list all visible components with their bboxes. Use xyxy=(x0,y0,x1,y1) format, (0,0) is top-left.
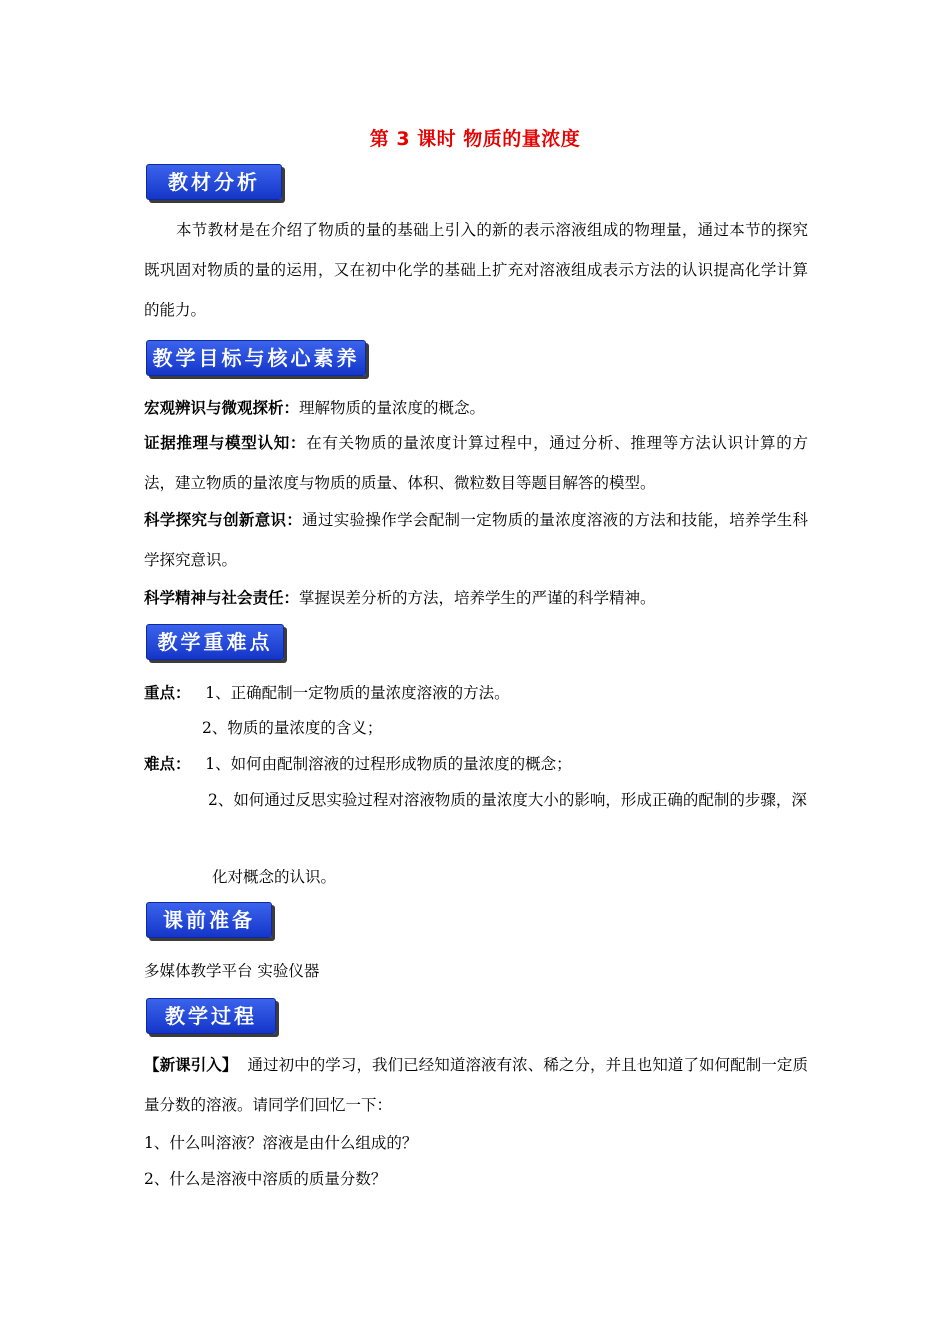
goal-item xyxy=(144,500,808,580)
key-point-label: 重点： xyxy=(144,684,191,702)
section-heading-key-points: 教学重难点 xyxy=(146,624,284,660)
key-point-text: 2、物质的量浓度的含义； xyxy=(202,719,383,737)
intro-label: 【新课引入】 xyxy=(144,1056,238,1074)
intro-paragraph xyxy=(144,1045,808,1125)
review-question: 2、什么是溶液中溶质的质量分数？ xyxy=(144,1170,387,1188)
section-heading-teaching-process: 教学过程 xyxy=(146,998,276,1034)
difficult-point-text: 化对概念的认识。 xyxy=(212,868,337,886)
goal-item xyxy=(144,423,808,503)
difficult-point-row xyxy=(144,753,572,775)
intro-text: 通过初中的学习，我们已经知道溶液有浓、稀之分，并且也知道了如何配制一定质量分数的溶液。请同学们回忆一下： xyxy=(144,1056,808,1114)
difficult-point-label: 难点： xyxy=(144,755,191,773)
analysis-paragraph: 本节教材是在介绍了物质的量的基础上引入的新的表示溶液组成的物理量，通过本节的探究既巩固对物质的量的运用，又在初中化学的基础上扩充对溶液组成表示方法的认识提高化学计算的能力。 xyxy=(144,221,808,319)
goal-item xyxy=(144,388,808,428)
goal-text: 掌握误差分析的方法，培养学生的严谨的科学精神。 xyxy=(299,589,656,607)
preparation-text: 多媒体教学平台 实验仪器 xyxy=(144,962,320,980)
key-point-row xyxy=(144,682,510,704)
goal-label: 科学精神与社会责任： xyxy=(144,589,300,607)
goal-label: 科学探究与创新意识： xyxy=(144,511,303,529)
review-question: 1、什么叫溶液？溶液是由什么组成的？ xyxy=(144,1134,418,1152)
goal-text: 理解物质的量浓度的概念。 xyxy=(299,399,486,417)
goal-label: 证据推理与模型认知： xyxy=(144,434,307,452)
document-title: 第 3 课时 物质的量浓度 xyxy=(369,128,581,150)
section-heading-textbook-analysis: 教材分析 xyxy=(146,164,282,200)
section-heading-goals: 教学目标与核心素养 xyxy=(146,340,366,376)
section-heading-preparation: 课前准备 xyxy=(146,902,272,938)
goal-label: 宏观辨识与微观探析： xyxy=(144,399,300,417)
goal-text: 通过实验操作学会配制一定物质的量浓度溶液的方法和技能，培养学生科学探究意识。 xyxy=(144,511,808,569)
difficult-point-text: 1、如何由配制溶液的过程形成物质的量浓度的概念； xyxy=(205,755,572,773)
key-point-text: 1、正确配制一定物质的量浓度溶液的方法。 xyxy=(205,684,510,702)
goal-text: 在有关物质的量浓度计算过程中，通过分析、推理等方法认识计算的方法，建立物质的量浓度与物质的质量、体积、微粒数目等题目解答的模型。 xyxy=(144,434,808,492)
goal-item xyxy=(144,578,808,618)
difficult-point-text: 2、如何通过反思实验过程对溶液物质的量浓度大小的影响，形成正确的配制的步骤，深 xyxy=(208,791,807,809)
